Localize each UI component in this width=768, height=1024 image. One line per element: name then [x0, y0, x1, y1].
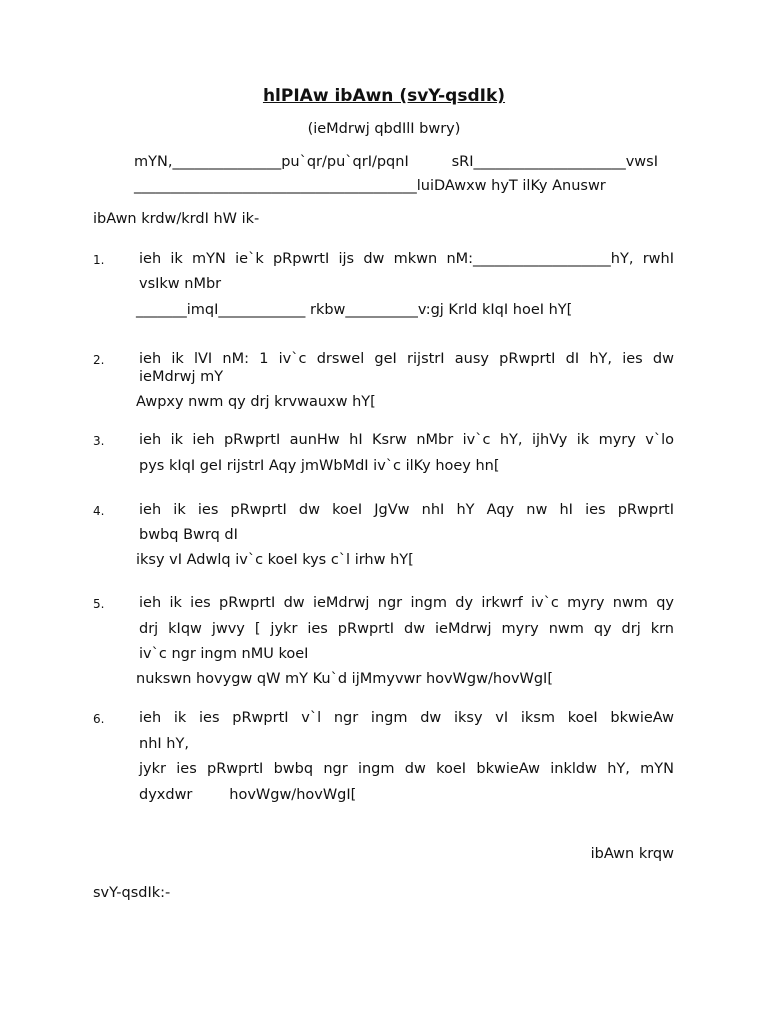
- item-text: ieh ik lVI nM: 1 iv`c drswel geI rijstrI ausy pRwprtI dI hY, ies dw: [139, 351, 674, 367]
- intro-line-2: _______________________________________luiDAwxw hyT ilKy Anuswr: [134, 178, 606, 194]
- item-number: 2.: [93, 353, 105, 367]
- lead-statement: ibAwn krdw/krdI hW ik-: [93, 211, 260, 227]
- item-text: ieh ik mYN ie`k pRpwrtI ijs dw mkwn nM:___________________hY, rwhI: [139, 251, 674, 267]
- item-text: _______imqI____________ rkbw__________v:gj KrId kIqI hoeI hY[: [136, 302, 573, 318]
- item-number: 3.: [93, 434, 105, 448]
- item-text: ieh ik ieh pRwprtI aunHw hI Ksrw nMbr iv`c hY, ijhVy ik myry v`lo: [139, 432, 674, 448]
- item-number: 6.: [93, 712, 105, 726]
- item-text: dyxdwr hovWgw/hovWgI[: [139, 787, 357, 803]
- intro-line-1: mYN,_______________pu`qr/pu`qrI/pqnI sRI_____________________vwsI: [134, 154, 658, 170]
- item-number: 4.: [93, 504, 105, 518]
- document-title: hlPIAw ibAwn (svY-qsdIk): [262, 86, 506, 106]
- item-number: 5.: [93, 597, 105, 611]
- item-text: ieh ik ies pRwprtI dw ieMdrwj ngr ingm dy irkwrf iv`c myry nwm qy: [139, 595, 674, 611]
- item-text: iksy vI Adwlq iv`c koeI kys c`l irhw hY[: [136, 552, 414, 568]
- attester-label: svY-qsdIk:-: [93, 885, 171, 901]
- document-subtitle: (ieMdrwj qbdIlI bwry): [307, 121, 461, 137]
- item-text: jykr ies pRwprtI bwbq ngr ingm dw koeI bkwieAw inkldw hY, mYN: [139, 761, 674, 777]
- item-text: Awpxy nwm qy drj krvwauxw hY[: [136, 394, 376, 410]
- item-text: pys kIqI geI rijstrI Aqy jmWbMdI iv`c ilKy hoey hn[: [139, 458, 500, 474]
- item-text: ieMdrwj mY: [139, 369, 224, 385]
- item-text: ieh ik ies pRwprtI v`l ngr ingm dw iksy vI iksm koeI bkwieAw: [139, 710, 674, 726]
- item-text: ieh ik ies pRwprtI dw koeI JgVw nhI hY Aqy nw hI ies pRwprtI: [139, 502, 674, 518]
- item-number: 1.: [93, 253, 105, 267]
- item-text: vsIkw nMbr: [139, 276, 222, 292]
- item-text: nukswn hovygw qW mY Ku`d ijMmyvwr hovWgw/hovWgI[: [136, 671, 553, 687]
- item-text: drj kIqw jwvy [ jykr ies pRwprtI dw ieMdrwj myry nwm qy drj krn: [139, 621, 674, 637]
- signature-label: ibAwn krqw: [590, 846, 674, 862]
- item-text: bwbq Bwrq dI: [139, 527, 238, 543]
- item-text: nhI hY,: [139, 736, 189, 752]
- item-text: iv`c ngr ingm nMU koeI: [139, 646, 309, 662]
